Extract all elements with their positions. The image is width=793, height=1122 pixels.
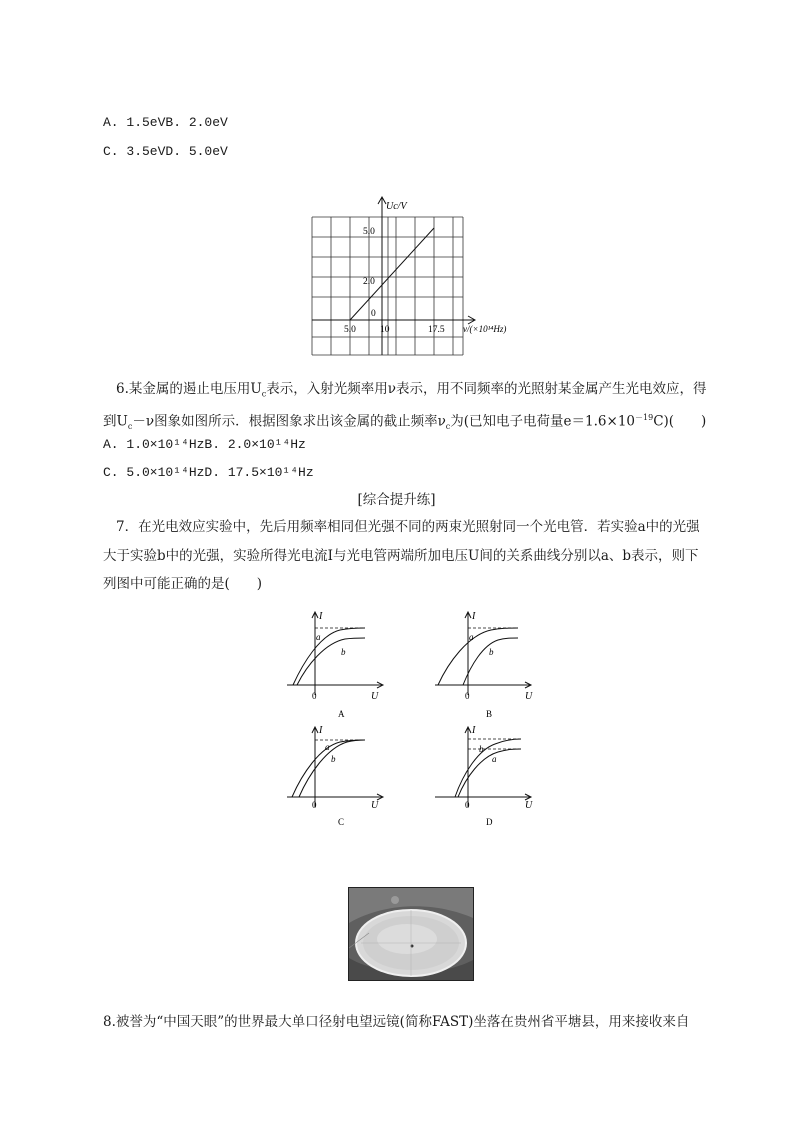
q7-line3: 列图中可能正确的是( )	[103, 576, 263, 592]
graph-label: B	[486, 709, 493, 719]
q5-options-ab: A. 1.5eVB. 2.0eV	[103, 115, 228, 130]
graph-label: D	[486, 817, 493, 827]
curve-label-1: a	[469, 632, 474, 642]
axis-u-label: U	[525, 691, 533, 702]
origin-label: 0	[371, 309, 376, 319]
curve-label-2: b	[331, 754, 336, 764]
curve-label-1: a	[316, 632, 321, 642]
section-title: [综合提升练]	[357, 492, 436, 508]
data-line	[350, 228, 434, 320]
origin-label: 0	[312, 691, 317, 701]
q8-line1: 8.被誉为“中国天眼”的世界最大单口径射电望远镜(简称FAST)坐落在贵州省平塘县，用来接收来自	[103, 1014, 690, 1030]
q7-graph-d	[433, 722, 543, 837]
axis-u-label: U	[525, 800, 533, 811]
origin-label: 0	[312, 800, 317, 810]
axis-i-label: I	[319, 725, 323, 736]
y-tick-2: 2.0	[363, 277, 375, 287]
axis-u-label: U	[371, 691, 379, 702]
curve-label-1: b	[479, 744, 484, 754]
y-axis-label: Uc/V	[386, 201, 407, 212]
curve-label-2: b	[341, 647, 346, 657]
q5-options-cd: C. 3.5eVD. 5.0eV	[103, 144, 228, 159]
x-axis-label: ν/(×10¹⁴Hz)	[463, 324, 507, 334]
q6-uc-nu-graph	[300, 195, 540, 360]
axis-i-label: I	[472, 611, 476, 622]
origin-label: 0	[465, 691, 470, 701]
curve-label-2: a	[492, 754, 497, 764]
x-tick-5: 5.0	[344, 325, 356, 335]
axis-i-label: I	[472, 725, 476, 736]
curve-label-2: b	[489, 647, 494, 657]
axis-i-label: I	[319, 611, 323, 622]
y-tick-5: 5.0	[363, 227, 375, 237]
x-tick-17-5: 17.5	[428, 325, 445, 335]
axis-u-label: U	[371, 800, 379, 811]
graph-label: C	[338, 817, 345, 827]
q6-options-cd: C. 5.0×10¹⁴HzD. 17.5×10¹⁴Hz	[103, 465, 314, 480]
q7-graph-a	[285, 605, 395, 720]
x-tick-10: 10	[380, 325, 390, 335]
q7-graph-c	[285, 722, 395, 837]
q6-line1: 6.某金属的遏止电压用$U_c$表示，入射光频率用ν表示，用不同频率的光照射某金属产生光电效应，得	[116, 381, 707, 399]
q7-graph-b	[433, 605, 543, 720]
curve-label-1: a	[325, 742, 330, 752]
q7-line1: 7．在光电效应实验中，先后用频率相同但光强不同的两束光照射同一个光电管．若实验a中的光强	[116, 519, 700, 535]
q7-line2: 大于实验b中的光强，实验所得光电流I与光电管两端所加电压U间的关系曲线分别以a、b表示，则下	[103, 548, 699, 564]
graph-label: A	[338, 709, 345, 719]
origin-label: 0	[465, 800, 470, 810]
q6-line2: 到$U_c-\nu$图象如图所示．根据图象求出该金属的截止频率$\nu_c$为(已知电子电荷量$e=1.6\times 10^{-19}C$)( )	[103, 413, 707, 432]
q6-options-ab: A. 1.0×10¹⁴HzB. 2.0×10¹⁴Hz	[103, 437, 306, 452]
fast-telescope-photo	[348, 887, 474, 981]
